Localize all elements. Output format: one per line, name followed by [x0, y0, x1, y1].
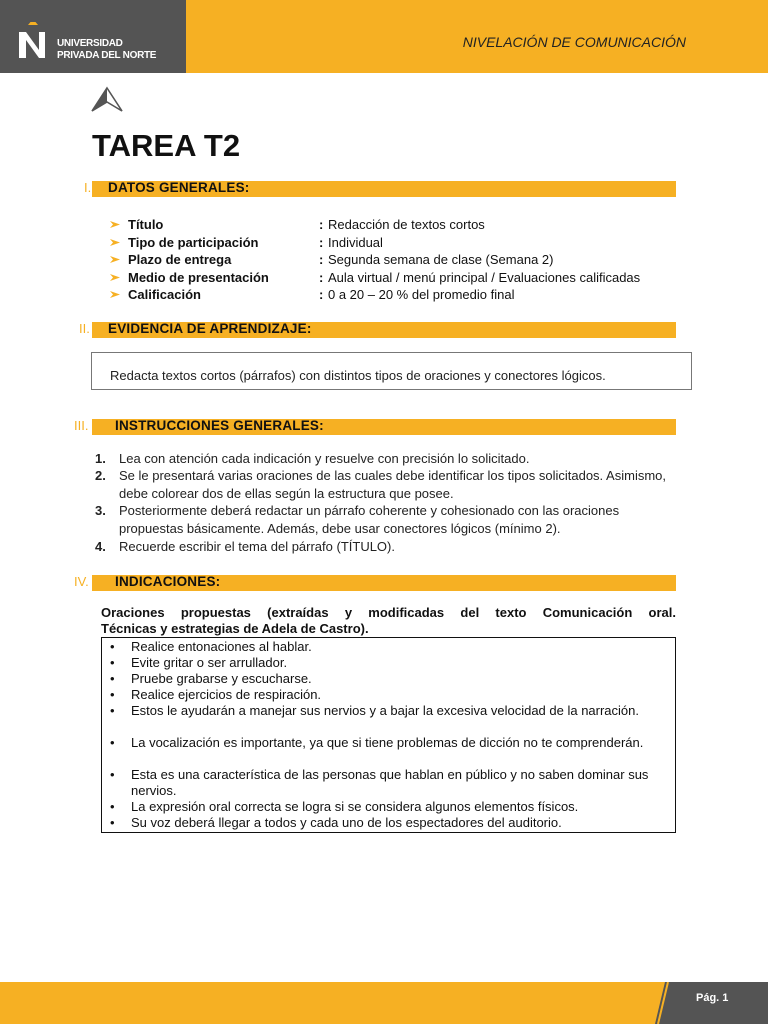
sentence-text: Esta es una característica de las personas que hablan en público y no saben dominar sus nervios. [131, 767, 649, 798]
bullet-icon: • [110, 799, 115, 814]
sentences-intro-line1: Oraciones propuestas (extraídas y modificadas del texto Comunicación oral. [101, 605, 676, 620]
sentence-text: Evite gritar o ser arrullador. [131, 655, 288, 670]
field-label: Calificación [128, 287, 201, 302]
field-colon: : [319, 252, 324, 267]
navigation-arrow-icon [90, 86, 124, 114]
section-number: IV. [74, 574, 89, 589]
footer-divider-icon [655, 982, 679, 1024]
arrow-bullet-icon [110, 255, 120, 264]
section-number: II. [79, 321, 90, 336]
course-title: NIVELACIÓN DE COMUNICACIÓN [462, 34, 686, 50]
logo-text [57, 38, 156, 62]
evidence-text: Redacta textos cortos (párrafos) con distintos tipos de oraciones y conectores lógicos. [110, 368, 606, 383]
field-colon: : [319, 287, 324, 302]
field-value: 0 a 20 – 20 % del promedio final [328, 287, 515, 302]
general-data-row [110, 216, 680, 234]
section-title: DATOS GENERALES: [108, 180, 250, 195]
general-data-row [110, 234, 680, 252]
sentence-text: La expresión oral correcta se logra si se considera algunos elementos físicos. [131, 799, 579, 814]
field-value: Segunda semana de clase (Semana 2) [328, 252, 554, 267]
sentences-intro-line2: Técnicas y estrategias de Adela de Castro). [101, 621, 369, 636]
instruction-number: 3. [95, 503, 106, 518]
logo-line1: UNIVERSIDAD [57, 38, 123, 49]
instruction-number: 4. [95, 539, 106, 554]
evidence-box [91, 352, 692, 390]
section-title: EVIDENCIA DE APRENDIZAJE: [108, 321, 312, 336]
field-colon: : [319, 235, 324, 250]
sentence-text: Realice ejercicios de respiración. [131, 687, 322, 702]
section-number: III. [74, 418, 89, 433]
general-data-row [110, 269, 680, 287]
field-value: Individual [328, 235, 383, 250]
instruction-item [95, 502, 675, 538]
section-number: I. [84, 180, 92, 195]
section-title: INDICACIONES: [115, 574, 221, 589]
arrow-bullet-icon [110, 290, 120, 299]
field-value: Aula virtual / menú principal / Evaluaciones calificadas [328, 270, 641, 285]
instruction-number: 1. [95, 451, 106, 466]
field-colon: : [319, 270, 324, 285]
bullet-icon: • [110, 671, 115, 686]
instruction-item [95, 450, 675, 468]
bullet-icon: • [110, 655, 115, 670]
sentence-text: Realice entonaciones al hablar. [131, 639, 312, 654]
logo-n-icon [17, 22, 49, 60]
field-label: Título [128, 217, 164, 232]
sentence-text: Su voz deberá llegar a todos y cada uno de los espectadores del auditorio. [131, 815, 562, 830]
arrow-bullet-icon [110, 220, 120, 229]
footer-bar [0, 982, 768, 1024]
field-value: Redacción de textos cortos [328, 217, 485, 232]
instruction-number: 2. [95, 468, 106, 483]
page-title: TAREA T2 [92, 128, 241, 163]
bullet-icon: • [110, 815, 115, 830]
sentence-text: Pruebe grabarse y escucharse. [131, 671, 312, 686]
bullet-icon: • [110, 687, 115, 702]
general-data-row [110, 286, 680, 304]
instruction-text: Lea con atención cada indicación y resuelve con precisión lo solicitado. [119, 451, 530, 466]
sentence-text: Estos le ayudarán a manejar sus nervios y a bajar la excesiva velocidad de la narración. [131, 703, 639, 718]
logo-line2: PRIVADA DEL NORTE [57, 50, 157, 61]
university-logo [0, 0, 186, 73]
bullet-icon: • [110, 703, 115, 718]
instruction-text: Se le presentará varias oraciones de las cuales debe identificar los tipos solicitados. Asimismo, debe colorear dos de ellas según la estructura que posee. [119, 468, 666, 501]
instruction-item [95, 467, 675, 503]
field-label: Medio de presentación [128, 270, 269, 285]
page-number: Pág. 1 [696, 992, 729, 1004]
field-label: Tipo de participación [128, 235, 259, 250]
arrow-bullet-icon [110, 273, 120, 282]
sentences-box [101, 637, 676, 833]
section-title: INSTRUCCIONES GENERALES: [115, 418, 324, 433]
field-colon: : [319, 217, 324, 232]
instruction-item [95, 538, 675, 556]
bullet-icon: • [110, 735, 115, 750]
arrow-bullet-icon [110, 238, 120, 247]
bullet-icon: • [110, 639, 115, 654]
bullet-icon: • [110, 767, 115, 782]
instruction-text: Posteriormente deberá redactar un párrafo coherente y cohesionado con las oraciones propuestas básicamente. Además, debe usar conectores lógicos (mínimo 2). [119, 503, 620, 536]
sentence-text: La vocalización es importante, ya que si tiene problemas de dicción no te comprenderán. [131, 735, 644, 750]
general-data-row [110, 251, 680, 269]
instruction-text: Recuerde escribir el tema del párrafo (TÍTULO). [119, 539, 395, 554]
field-label: Plazo de entrega [128, 252, 232, 267]
